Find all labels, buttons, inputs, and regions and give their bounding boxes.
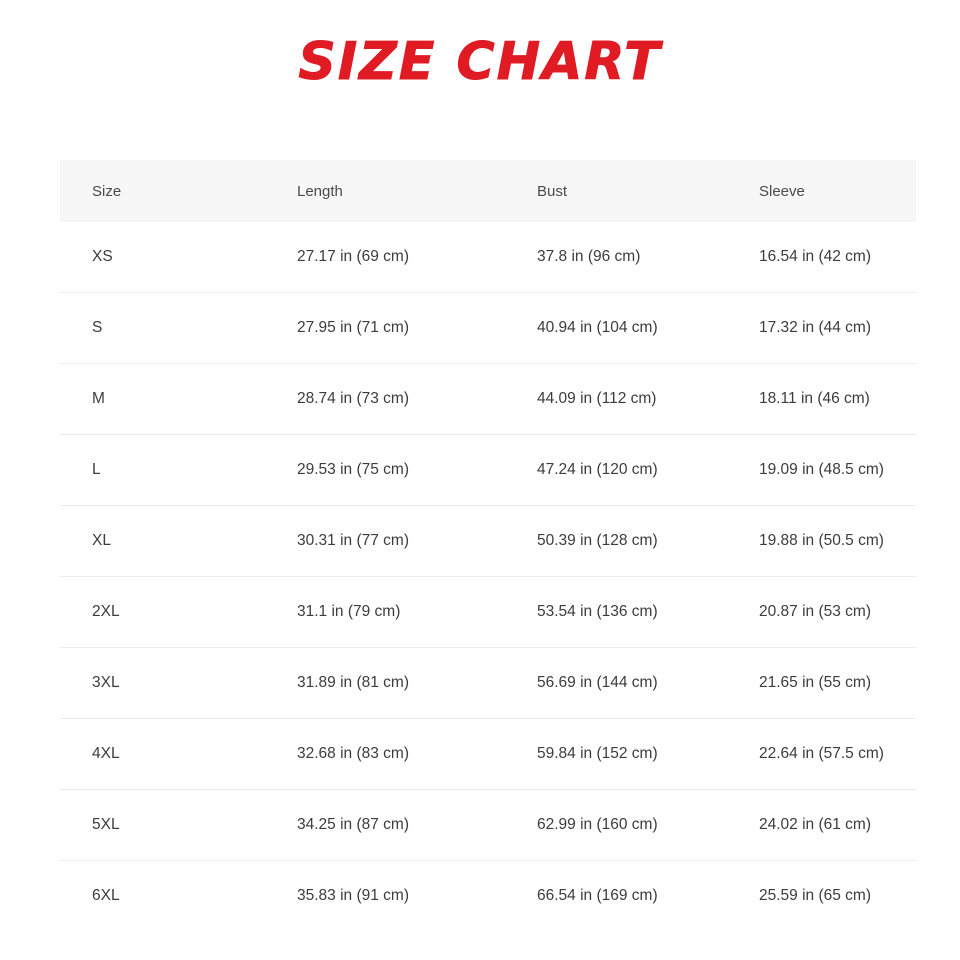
cell-bust: 66.54 in (169 cm) xyxy=(537,887,658,904)
cell-size: 2XL xyxy=(60,577,265,648)
cell-size: 6XL xyxy=(92,887,120,904)
table-row xyxy=(60,435,916,506)
cell-size: 5XL xyxy=(60,790,265,861)
cell-length: 29.53 in (75 cm) xyxy=(265,435,505,506)
cell-size: L xyxy=(60,435,265,506)
cell-bust: 37.8 in (96 cm) xyxy=(505,222,727,293)
cell-length: 31.1 in (79 cm) xyxy=(265,577,505,648)
cell-sleeve: 19.09 in (48.5 cm) xyxy=(727,435,916,506)
cell-size: 4XL xyxy=(60,719,265,790)
cell-size: 3XL xyxy=(60,648,265,719)
cell-size: XL xyxy=(60,506,265,577)
cell-sleeve: 20.87 in (53 cm) xyxy=(727,577,916,648)
cell-length: 35.83 in (91 cm) xyxy=(297,887,409,904)
cell-sleeve: 16.54 in (42 cm) xyxy=(727,222,916,293)
table-row xyxy=(60,293,916,364)
cell-length: 30.31 in (77 cm) xyxy=(265,506,505,577)
column-header-sleeve: Sleeve xyxy=(727,160,916,222)
table-body xyxy=(60,222,916,931)
table-row xyxy=(60,790,916,861)
cell-length: 34.25 in (87 cm) xyxy=(265,790,505,861)
cell-length: 31.89 in (81 cm) xyxy=(265,648,505,719)
cell-length: 32.68 in (83 cm) xyxy=(265,719,505,790)
table-row xyxy=(60,648,916,719)
cell-bust: 56.69 in (144 cm) xyxy=(505,648,727,719)
table-row xyxy=(60,577,916,648)
cell-sleeve: 19.88 in (50.5 cm) xyxy=(727,506,916,577)
cell-sleeve: 24.02 in (61 cm) xyxy=(727,790,916,861)
cell-bust: 47.24 in (120 cm) xyxy=(505,435,727,506)
table-row xyxy=(60,719,916,790)
cell-sleeve: 17.32 in (44 cm) xyxy=(727,293,916,364)
cell-bust: 40.94 in (104 cm) xyxy=(505,293,727,364)
cell-sleeve: 22.64 in (57.5 cm) xyxy=(727,719,916,790)
cell-size: S xyxy=(60,293,265,364)
cell-bust: 44.09 in (112 cm) xyxy=(505,364,727,435)
size-chart-table-container xyxy=(60,160,916,931)
table-header xyxy=(60,160,916,222)
column-header-length: Length xyxy=(265,160,505,222)
cell-bust: 62.99 in (160 cm) xyxy=(505,790,727,861)
cell-bust: 50.39 in (128 cm) xyxy=(505,506,727,577)
table-row xyxy=(60,861,916,932)
column-header-bust: Bust xyxy=(505,160,727,222)
cell-sleeve: 21.65 in (55 cm) xyxy=(727,648,916,719)
cell-size: XS xyxy=(60,222,265,293)
cell-sleeve: 18.11 in (46 cm) xyxy=(727,364,916,435)
page-title: SIZE CHART xyxy=(298,32,662,92)
cell-sleeve: 25.59 in (65 cm) xyxy=(759,887,871,904)
size-chart-table xyxy=(60,160,916,931)
column-header-size: Size xyxy=(60,160,265,222)
cell-length: 27.95 in (71 cm) xyxy=(265,293,505,364)
cell-bust: 59.84 in (152 cm) xyxy=(505,719,727,790)
cell-bust: 53.54 in (136 cm) xyxy=(505,577,727,648)
table-row xyxy=(60,222,916,293)
table-row xyxy=(60,364,916,435)
table-header-row xyxy=(60,160,916,222)
table-row xyxy=(60,506,916,577)
cell-size: M xyxy=(60,364,265,435)
cell-length: 28.74 in (73 cm) xyxy=(265,364,505,435)
cell-length: 27.17 in (69 cm) xyxy=(265,222,505,293)
